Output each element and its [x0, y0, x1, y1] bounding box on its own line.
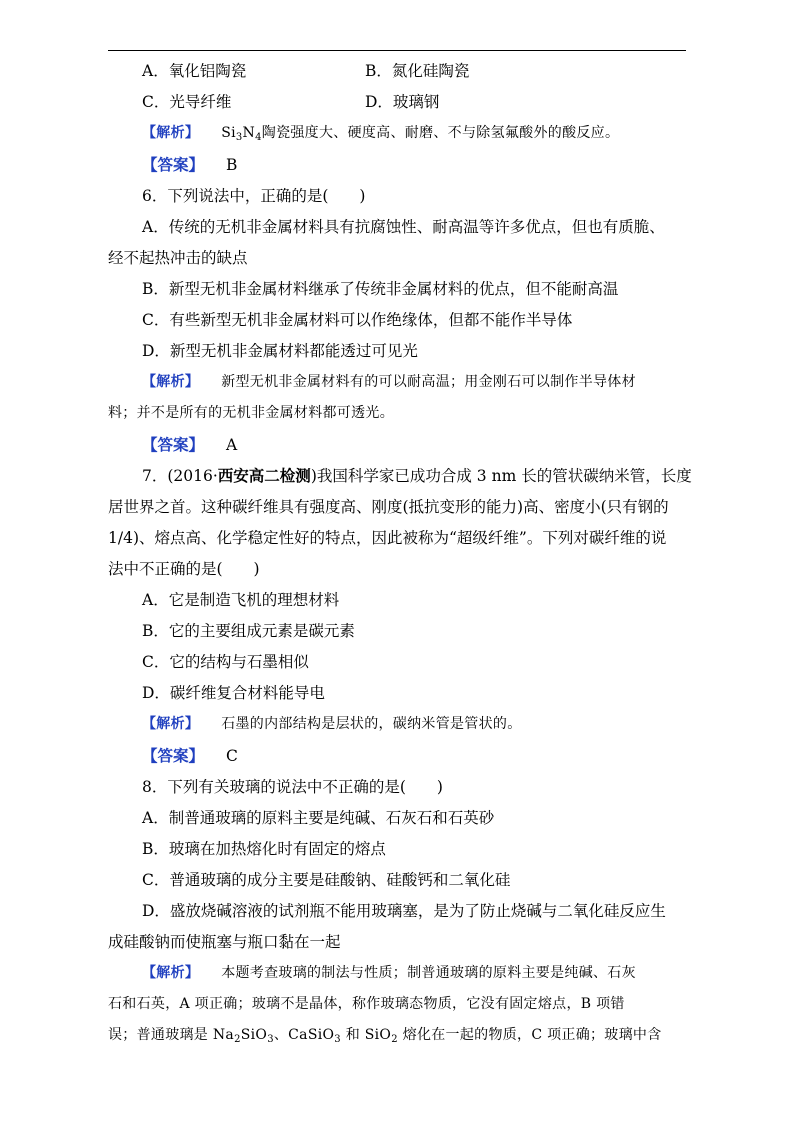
q8-stem: 8．下列有关玻璃的说法中不正确的是( )	[142, 778, 443, 796]
answer-value: B	[226, 156, 238, 174]
q6-option-a-cont: 经不起热冲击的缺点	[108, 249, 248, 267]
q6-option-b: B．新型无机非金属材料继承了传统非金属材料的优点，但不能耐高温	[142, 280, 619, 298]
q7-source: 西安高二检测	[217, 466, 311, 485]
q5-option-b: B．氮化硅陶瓷	[365, 62, 470, 80]
q7-answer	[142, 746, 238, 766]
q7-analysis: 【解析】 石墨的内部结构是层状的，碳纳米管是管状的。	[142, 716, 522, 732]
q7-stem-line-3: 1/4)、熔点高、化学稳定性好的特点，因此被称为“超级纤维”。下列对碳纤维的说	[108, 529, 667, 547]
answer-value: A	[226, 436, 238, 454]
formula-na2sio3: $Na_2SiO_3$	[212, 1027, 274, 1045]
q8-option-c: C．普通玻璃的成分主要是硅酸钠、硅酸钙和二氧化硅	[142, 871, 511, 889]
q8-analysis-line-2: 石和石英，A 项正确；玻璃不是晶体，称作玻璃态物质，它没有固定熔点，B 项错	[108, 996, 625, 1012]
q7-option-a: A．它是制造飞机的理想材料	[142, 591, 340, 609]
q6-analysis: 【解析】 新型无机非金属材料有的可以耐高温；用金刚石可以制作半导体材	[142, 374, 636, 390]
q7-stem-line-2: 居世界之首。这种碳纤维具有强度高、刚度(抵抗变形的能力)高、密度小(只有钢的	[108, 498, 669, 516]
answer-tag: 【答案】	[142, 435, 205, 454]
answer-tag: 【答案】	[142, 746, 205, 765]
analysis-tag: 【解析】	[142, 716, 200, 732]
q6-answer	[142, 435, 237, 455]
q5-answer	[142, 155, 237, 175]
analysis-tag: 【解析】	[142, 965, 200, 981]
formula-casio3: CaSiO$_3$	[288, 1027, 341, 1045]
q8-option-a: A．制普通玻璃的原料主要是纯碱、石灰石和石英砂	[142, 809, 495, 827]
q6-analysis-cont: 料；并不是所有的无机非金属材料都可透光。	[108, 405, 394, 421]
answer-tag: 【答案】	[142, 155, 205, 174]
header-rule	[108, 50, 686, 51]
q6-stem: 6．下列说法中，正确的是( )	[142, 187, 366, 205]
q8-option-d-cont: 成硅酸钠而使瓶塞与瓶口黏在一起	[108, 933, 341, 951]
q5-option-a: A．氧化铝陶瓷	[142, 62, 247, 80]
formula-si: Si	[221, 125, 236, 141]
q7-stem: 7．(2016·西安高二检测)我国科学家已成功合成 3 nm 长的管状碳纳米管，长度	[142, 466, 692, 485]
answer-value: C	[226, 747, 238, 765]
q7-stem-line-4: 法中不正确的是( )	[108, 560, 260, 578]
q7-option-b: B．它的主要组成元素是碳元素	[142, 622, 355, 640]
q7-option-d: D．碳纤维复合材料能导电	[142, 684, 325, 702]
q6-option-a: A．传统的无机非金属材料具有抗腐蚀性、耐高温等许多优点，但也有质脆、	[142, 218, 665, 236]
q8-option-d: D．盛放烧碱溶液的试剂瓶不能用玻璃塞，是为了防止烧碱与二氧化硅反应生	[142, 902, 666, 920]
analysis-tag: 【解析】	[142, 374, 200, 390]
q5-option-d: D．玻璃钢	[365, 93, 440, 111]
q7-option-c: C．它的结构与石墨相似	[142, 653, 309, 671]
q8-analysis-line-3: 误；普通玻璃是 $Na_2SiO_3$、CaSiO$_3$ 和 SiO$_2$ 熔化在一起的物质，C 项正确；玻璃中含	[108, 1027, 662, 1045]
q5-analysis: 【解析】 $Si_3N_4$陶瓷强度大、硬度高、耐磨、不与除氢氟酸外的酸反应。	[142, 125, 620, 143]
formula-sio2: SiO$_2$	[364, 1027, 398, 1045]
q6-option-d: D．新型无机非金属材料都能透过可见光	[142, 342, 418, 360]
q6-option-c: C．有些新型无机非金属材料可以作绝缘体，但都不能作半导体	[142, 311, 573, 329]
analysis-tag: 【解析】	[142, 125, 200, 141]
q5-option-c: C．光导纤维	[142, 93, 232, 111]
q8-analysis: 【解析】 本题考查玻璃的制法与性质；制普通玻璃的原料主要是纯碱、石灰	[142, 965, 636, 981]
q8-option-b: B．玻璃在加热熔化时有固定的熔点	[142, 840, 386, 858]
